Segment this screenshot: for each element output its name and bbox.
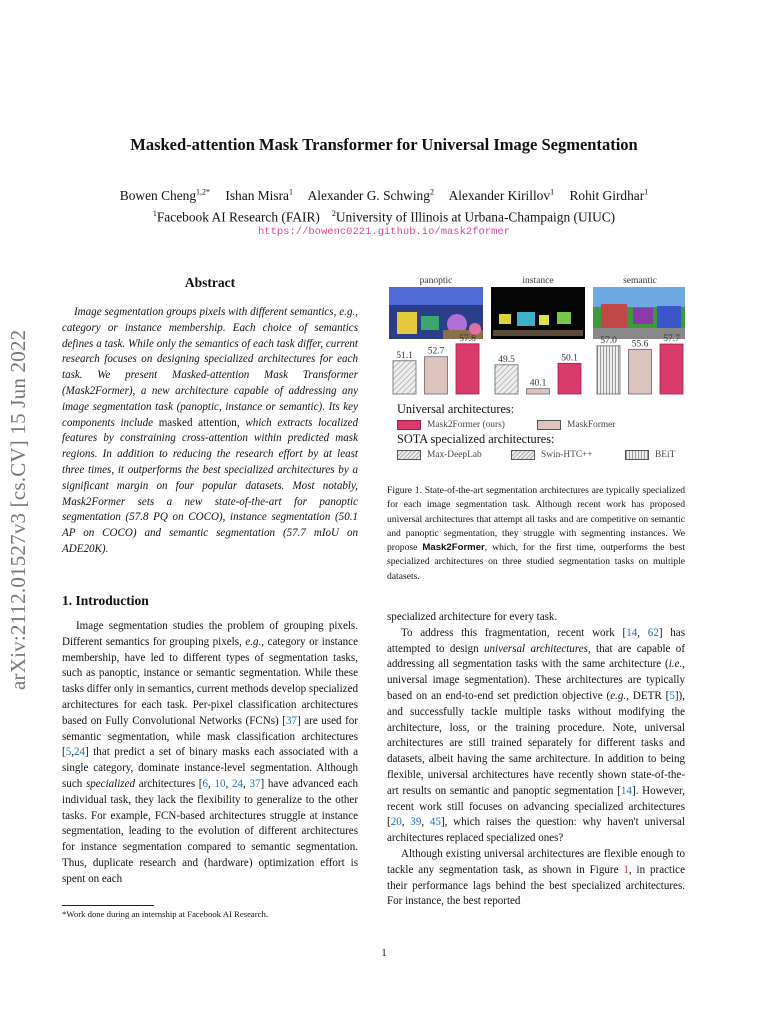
legend-swatch [511,450,535,460]
segmentation-thumbnail-instance [491,287,585,339]
author: Alexander G. Schwing$^2$ [307,188,434,204]
affiliations: $^1$Facebook AI Research (FAIR) $^2$University of Illinois at Urbana-Champaign (UIUC) [152,209,616,225]
citation-link[interactable]: 45 [429,816,441,829]
page-number: 1 [381,947,387,959]
legend-item-swinhtc: Swin-HTC++ [511,450,625,460]
figure-reference-link[interactable]: 1 [623,863,629,876]
footnote: *Work done during an internship at Facebook AI Research. [62,909,269,919]
citation-link[interactable]: 14 [626,626,638,639]
chart-data-label: 49.5 [498,354,515,365]
intro-left-column [62,619,358,888]
chart-group-label: semantic [623,276,657,286]
author: Ishan Misra$^1$ [225,188,293,204]
legend-swatch [537,420,561,430]
chart-data-label: 57.0 [600,335,617,346]
citation-link[interactable]: 39 [410,816,422,829]
legend-heading-universal: Universal architectures: [397,402,515,416]
project-url-link[interactable]: https://bowenc0221.github.io/mask2former [257,226,511,238]
abstract-heading: Abstract [184,275,236,290]
paragraph: To address this fragmentation, recent work [14, 62] has attempted to design universal architectures, that are capable of addressing all segmentation tasks with the same architecture (i.e., universal image segmentation). These architectures are typically based on an end-to-end set prediction objective (e.g., DETR [5]), and successfully tackle multiple tasks without modifying the architecture, loss, or the training procedure. Note, universal architectures are still trained separately for different tasks and datasets, albeit having the same architecture. In addition to being flexible, universal architectures have recently shown state-of-the-art results on semantic and panoptic segmentation [14]. However, recent work still focuses on advancing specialized architectures [20, 39, 45], which raises the question: why haven't universal architectures replaced specialized ones? [387,626,686,845]
legend-swatch [625,450,649,460]
chart-bar [456,344,479,394]
figure-1-caption: Figure 1. State-of-the-art segmentation architectures are typically specialized for each image segmentation task. Although recent work has proposed universal architectures that attempt all tasks and are competitive on semantic and panoptic segmentation, they struggle with segmenting instances. We propose Mask2Former, which, for the first time, outperforms the best specialized architectures on three studied segmentation tasks on multiple datasets. [387,485,685,582]
chart-data-label: 50.1 [561,353,578,364]
legend-item-mask2former: Mask2Former (ours) [397,420,537,430]
author-block [0,184,768,227]
legend-item-beit: BEiT [625,450,675,460]
figure-1-chart [387,272,687,402]
chart-group-label: instance [522,276,554,286]
legend-heading-sota: SOTA specialized architectures: [397,432,555,446]
abstract-text: Image segmentation groups pixels with different semantics, e.g., category or instance membership. Each choice of semantics defines a task. While only the semantics of each task differ, current research focuses on designing specialized architectures for each task. We present Masked-attention Mask Transformer (Mask2Former), a new architecture capable of addressing any image segmentation task (panoptic, instance or semantic). Its key components include masked attention, which extracts localized features by constraining cross-attention within predicted mask regions. In addition to reducing the research effort by at least three times, it outperforms the best specialized architectures by a significant margin on four popular datasets. Most notably, Mask2Former sets a new state-of-the-art for panoptic segmentation (57.8 PQ on COCO), instance segmentation (50.1 AP on COCO) and semantic segmentation (57.7 mIoU on ADE20K). [62,306,358,555]
arxiv-identifier: arXiv:2112.01527v3 [cs.CV] 15 Jun 2022 [6,329,30,690]
intro-right-column [387,610,685,910]
footnote-rule [62,905,154,906]
figure-1 [387,272,687,482]
chart-data-label: 57.7 [663,334,680,345]
paragraph: Although existing universal architectures are flexible enough to tackle any segmentation task, as shown in Figure 1, in practice their performance lags behind the best specialized architectures. For instance, the best reported [387,847,685,908]
paragraph: Image segmentation studies the problem of grouping pixels. Different semantics for grouping pixels, e.g., category or instance membership, have led to different types of segmentation tasks, such as panoptic, instance or semantic segmentation. While these tasks differ only in semantics, current methods develop specialized architectures for each task. Per-pixel classification architectures based on Fully Convolutional Networks (FCNs) [37] are used for semantic segmentation, while mask classification architectures [5,24] that predict a set of binary masks each associated with a single category, dominate instance-level segmentation. Although such specialized architectures [6, 10, 24, 37] have advanced each individual task, they lack the flexibility to generalize to the other tasks. For example, FCN-based architectures struggle at instance segmentation, leading to the evolution of different architectures for instance segmentation compared to semantic segmentation. Thus, duplicate research and (hardware) optimization effort is spent on each [62,620,358,885]
legend-swatch [397,450,421,460]
chart-bar [527,389,550,394]
citation-link[interactable]: 24 [231,777,243,790]
citation-link[interactable]: 5 [669,689,675,702]
segmentation-thumbnail-semantic [593,287,685,339]
legend-swatch [397,420,421,430]
chart-group-label: panoptic [419,276,453,286]
chart-data-label: 52.7 [427,346,445,357]
chart-data-label: 57.8 [459,333,476,344]
citation-link[interactable]: 14 [620,784,632,797]
chart-data-label: 51.1 [396,350,413,361]
author: Bowen Cheng$^{1,2*}$ [119,188,211,204]
citation-link[interactable]: 5 [65,746,72,759]
chart-data-label: 55.6 [631,339,649,350]
figure-legend [397,402,687,460]
chart-bar [425,357,448,394]
chart-bar [629,349,652,394]
citation-link[interactable]: 20 [390,816,402,829]
author: Rohit Girdhar$^1$ [569,188,649,204]
citation-link[interactable]: 6 [202,777,209,790]
legend-item-maskformer: MaskFormer [537,420,615,430]
author: Alexander Kirillov$^1$ [448,188,555,204]
segmentation-thumbnail-panoptic [389,287,483,339]
paragraph: specialized architecture for every task. [387,611,558,623]
chart-bar [495,365,518,394]
section-heading-introduction: 1. Introduction [62,593,149,608]
chart-bar [597,346,620,394]
citation-link[interactable]: 62 [647,626,659,639]
author-list [0,184,768,205]
citation-link[interactable]: 37 [249,777,261,790]
legend-item-maxdeeplab: Max-DeepLab [397,450,511,460]
chart-bar [558,363,581,394]
citation-link[interactable]: 10 [214,777,226,790]
chart-bar [660,344,683,394]
citation-link[interactable]: 24 [73,746,86,759]
chart-bar [393,361,416,394]
citation-link[interactable]: 37 [285,714,297,727]
chart-data-label: 40.1 [529,378,547,389]
paper-title: Masked-attention Mask Transformer for Universal Image Segmentation [130,135,638,154]
